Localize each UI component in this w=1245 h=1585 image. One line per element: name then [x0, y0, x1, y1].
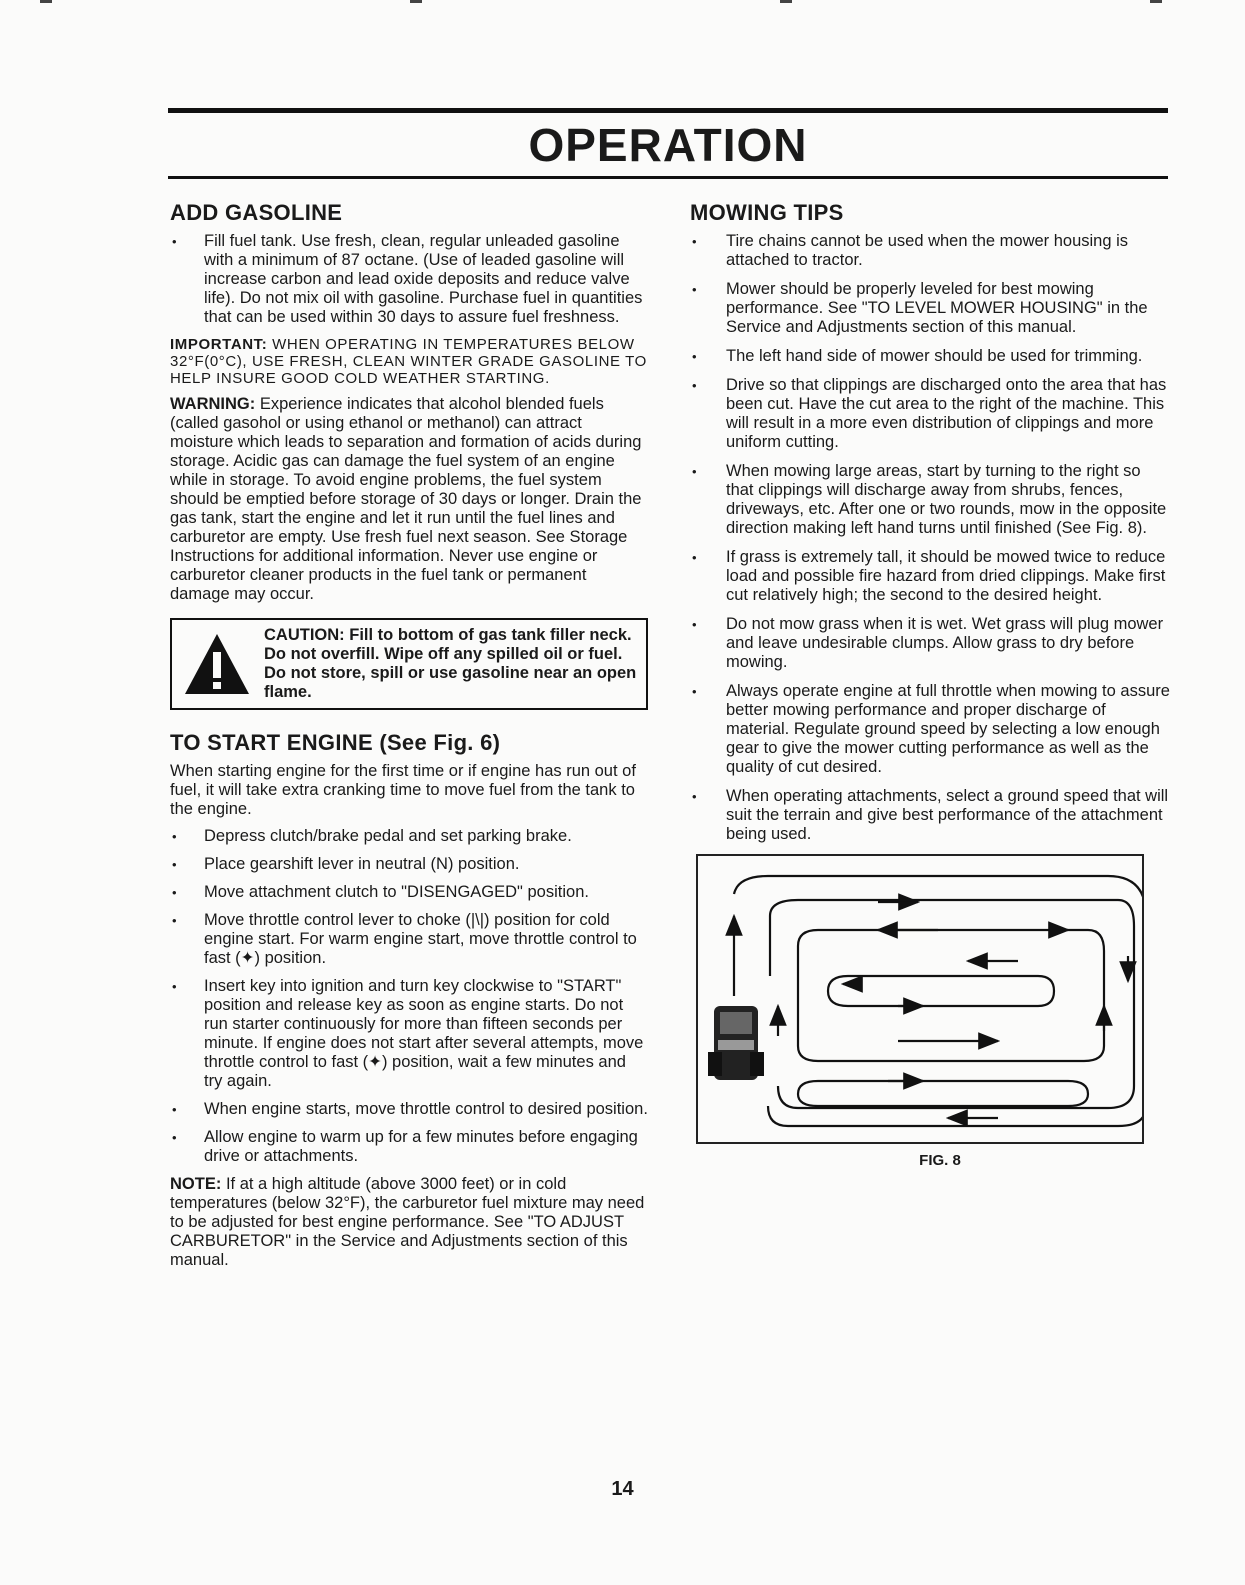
list-item: • Drive so that clippings are discharged onto the area that has been cut. Have the cut area to the right of the machine. This will result in a more even distribution of clippings and more uniform cutting.: [690, 376, 1170, 452]
note-text: If at a high altitude (above 3000 feet) or in cold temperatures (below 32°F), the carburetor fuel mixture may need to be adjusted for best engine performance. See "TO ADJUST CARBURETOR" in the Service and Adjustments section of this manual.: [170, 1175, 645, 1269]
warning-text: Experience indicates that alcohol blended fuels (called gasohol or using ethanol or methanol) can attract moisture which leads to separation and formation of acids during storage. Acidic gas can damage the fuel system of an engine while in storage. To avoid engine problems, the fuel system should be emptied before storage of 30 days or longer. Drain the gas tank, start the engine and let it run until the fuel lines and carburetor are empty. Use fresh fuel next season. See Storage Instructions for additional information. Never use engine or carburetor cleaner products in the fuel tank or permanent damage may occur.: [170, 395, 642, 603]
right-column: [690, 200, 1170, 1169]
list-item: • Fill fuel tank. Use fresh, clean, regular unleaded gasoline with a minimum of 87 octane. (Use of leaded gasoline will increase carbon and lead oxide deposits and reduce valve life). Do not mix oil with gasoline. Purchase fuel in quantities that can be used within 30 days to assure fuel freshness.: [170, 232, 648, 327]
important-text: WHEN OPERATING IN TEMPERATURES BELOW 32°F(0°C), USE FRESH, CLEAN WINTER GRADE GASOLINE TO HELP INSURE GOOD COLD WEATHER STARTING.: [170, 336, 647, 387]
start-engine-intro: When starting engine for the first time or if engine has run out of fuel, it will take extra cranking time to move fuel from the tank to the engine.: [170, 762, 636, 818]
list-item: • Place gearshift lever in neutral (N) position.: [170, 855, 648, 874]
note-label: NOTE:: [170, 1175, 222, 1193]
start-engine-list: [170, 827, 648, 1166]
title-rule-top: [168, 108, 1168, 113]
list-item: • Always operate engine at full throttle when mowing to assure better mowing performance and proper discharge of material. Regulate ground speed by selecting a low enough gear to give the mower cutting performance as well as the quality of cut desired.: [690, 682, 1170, 777]
caution-box: [170, 618, 648, 710]
list-item: • Do not mow grass when it is wet. Wet grass will plug mower and leave undesirable clumps. Allow grass to dry before mowing.: [690, 615, 1170, 672]
figure-caption: FIG. 8: [919, 1152, 961, 1169]
add-gasoline-list: [170, 232, 648, 327]
important-label: IMPORTANT:: [170, 336, 268, 353]
page-title: OPERATION: [528, 119, 808, 171]
list-item: • The left hand side of mower should be used for trimming.: [690, 347, 1170, 366]
mowing-pattern-diagram: [698, 856, 1142, 1142]
page-number: 14: [611, 1478, 634, 1500]
important-note: [170, 336, 648, 387]
list-item: • Tire chains cannot be used when the mower housing is attached to tractor.: [690, 232, 1170, 270]
warning-label: WARNING:: [170, 395, 256, 413]
mowing-tips-list: [690, 232, 1170, 844]
list-item: • When operating attachments, select a ground speed that will suit the terrain and give best performance of the attachment being used.: [690, 787, 1170, 844]
list-item: • Move throttle control lever to choke (|\|) position for cold engine start. For warm engine start, move throttle control to fast (✦) position.: [170, 911, 648, 968]
caution-text: CAUTION: Fill to bottom of gas tank filler neck. Do not overfill. Wipe off any spilled oil or fuel. Do not store, spill or use gasoline near an open flame.: [264, 626, 637, 701]
add-gasoline-heading: ADD GASOLINE: [170, 200, 343, 225]
list-item: • If grass is extremely tall, it should be mowed twice to reduce load and possible fire hazard from dried clippings. Make first cut relatively high; the second to the desired height.: [690, 548, 1170, 605]
list-item: • Depress clutch/brake pedal and set parking brake.: [170, 827, 648, 846]
mowing-tips-heading: MOWING TIPS: [690, 200, 844, 225]
title-rule-bottom: [168, 176, 1168, 179]
start-engine-heading: TO START ENGINE (See Fig. 6): [170, 730, 501, 755]
list-item: • When engine starts, move throttle control to desired position.: [170, 1100, 648, 1119]
warning-triangle-icon: [182, 630, 252, 698]
list-item: • Allow engine to warm up for a few minutes before engaging drive or attachments.: [170, 1128, 648, 1166]
note-paragraph: [170, 1175, 648, 1270]
list-item: • When mowing large areas, start by turning to the right so that clippings will discharge away from shrubs, fences, driveways, etc. After one or two rounds, mow in the opposite direction making left hand turns until finished (See Fig. 8).: [690, 462, 1170, 538]
tractor-icon: [708, 1006, 764, 1080]
warning-paragraph: [170, 395, 648, 604]
left-column: [170, 200, 648, 1278]
list-item: • Move attachment clutch to "DISENGAGED" position.: [170, 883, 648, 902]
list-item: • Mower should be properly leveled for best mowing performance. See "TO LEVEL MOWER HOUSING" in the Service and Adjustments section of this manual.: [690, 280, 1170, 337]
mowing-pattern-figure: [696, 854, 1144, 1144]
list-item: • Insert key into ignition and turn key clockwise to "START" position and release key as soon as engine starts. Do not run starter continuously for more than fifteen seconds per minute. If engine does not start after several attempts, move throttle control to fast (✦) position, wait a few minutes and try again.: [170, 977, 648, 1091]
